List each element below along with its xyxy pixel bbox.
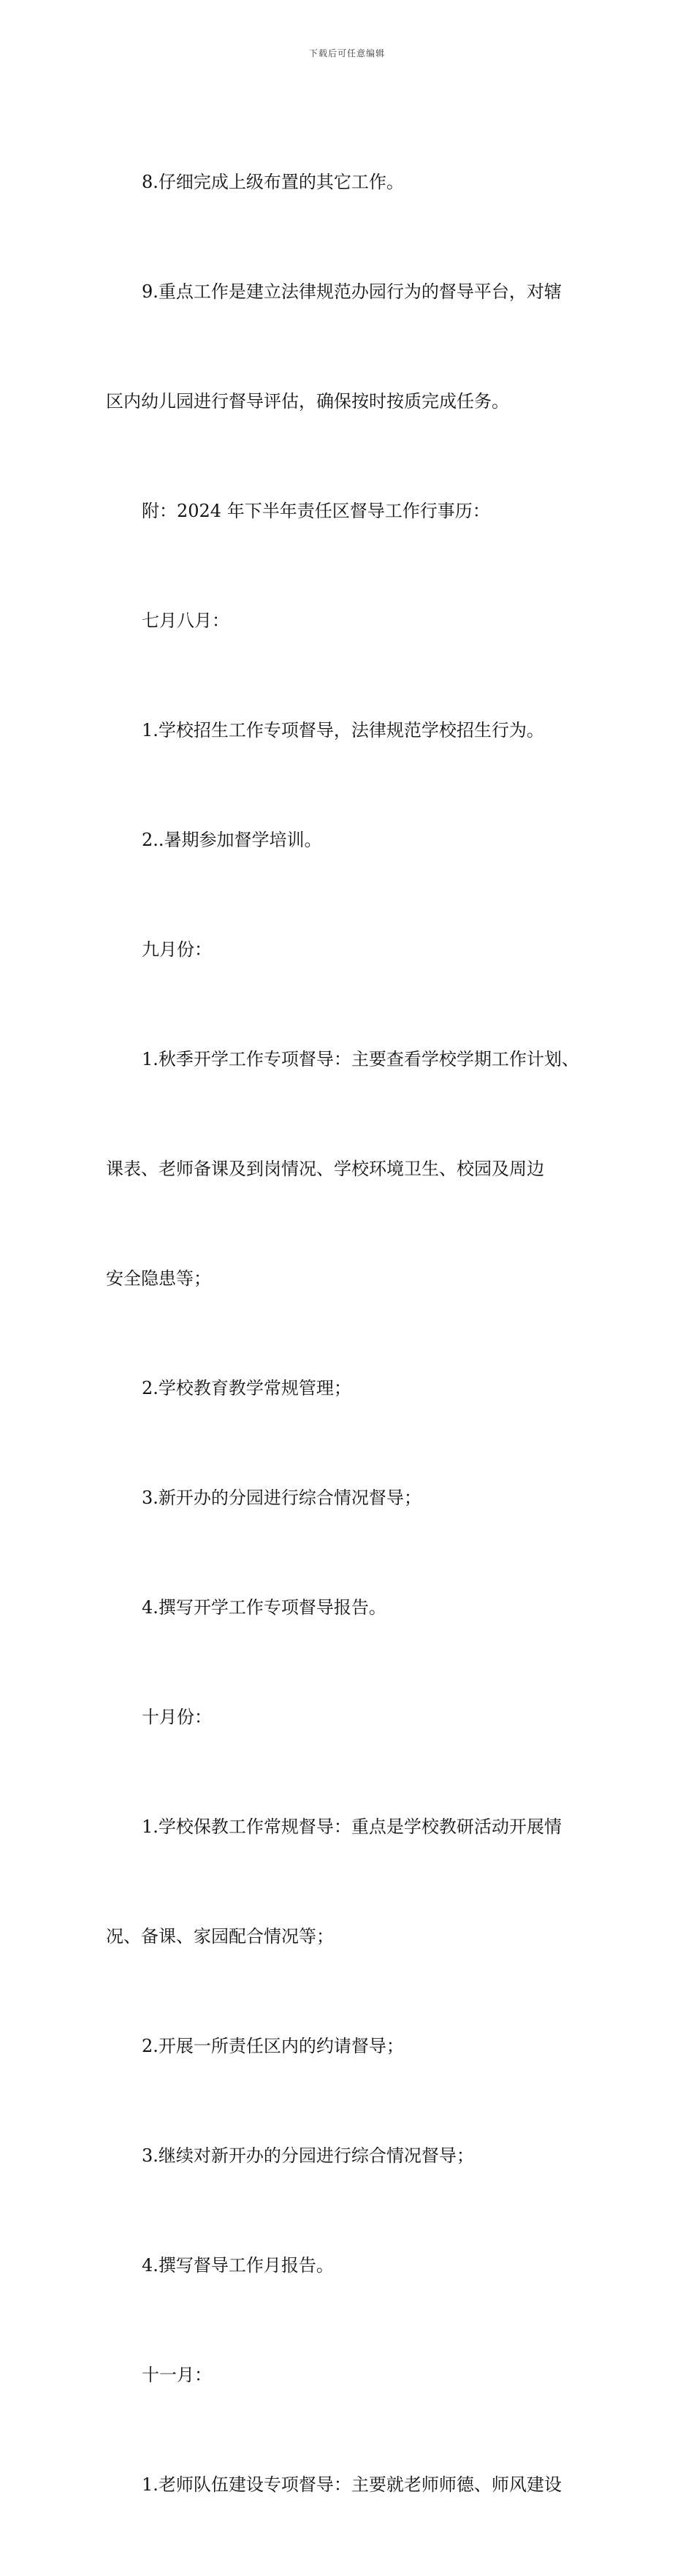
text-line: 附：2024 年下半年责任区督导工作行事历： (142, 501, 490, 521)
text-line: 3.继续对新开办的分园进行综合情况督导； (142, 2145, 474, 2166)
text-line: 2.学校教育教学常规管理； (142, 1378, 351, 1398)
page-header: 下载后可任意编辑 (308, 48, 385, 58)
text-line: 区内幼儿园进行督导评估，确保按时按质完成任务。 (106, 391, 509, 412)
text-line: 4.撰写督导工作月报告。 (142, 2255, 334, 2276)
text-line: 2.开展一所责任区内的约请督导； (142, 2036, 404, 2056)
section-heading: 十一月： (142, 2365, 212, 2385)
text-line: 4.撰写开学工作专项督导报告。 (142, 1597, 386, 1618)
text-line: 1.学校保教工作常规督导：重点是学校教研活动开展情 (142, 1817, 562, 1837)
text-line: 8.仔细完成上级布置的其它工作。 (142, 172, 404, 192)
text-line: 安全隐患等； (106, 1268, 211, 1289)
text-line: 1.学校招生工作专项督导，法律规范学校招生行为。 (142, 720, 544, 740)
text-line: 1.老师队伍建设专项督导：主要就老师师德、师风建设 (142, 2474, 562, 2495)
section-heading: 七月八月： (142, 610, 229, 631)
section-heading: 九月份： (142, 939, 212, 960)
text-line: 1.秋季开学工作专项督导：主要查看学校学期工作计划、 (142, 1049, 579, 1069)
document-body (106, 91, 588, 2576)
text-line: 课表、老师备课及到岗情况、学校环境卫生、校园及周边 (106, 1159, 544, 1179)
text-line: 2..暑期参加督学培训。 (142, 830, 322, 850)
section-heading: 十月份： (142, 1707, 212, 1727)
text-line: 3.新开办的分园进行综合情况督导； (142, 1488, 422, 1508)
text-line: 况、备课、家园配合情况等； (106, 1926, 334, 1947)
text-line: 9.重点工作是建立法律规范办园行为的督导平台，对辖 (142, 281, 562, 302)
